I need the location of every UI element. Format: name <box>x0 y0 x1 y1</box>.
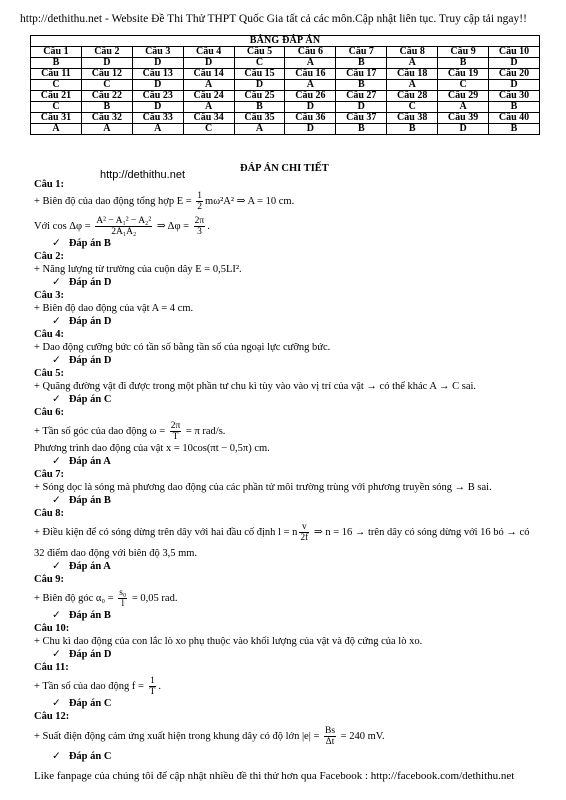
solution-line: + Năng lượng từ trường của cuộn dây E = 0,5LI². <box>34 264 242 275</box>
question-label: Câu 9: <box>34 574 65 585</box>
table-cell-answer: A <box>132 124 183 135</box>
table-cell-answer: B <box>81 102 132 113</box>
answer-line: ✓ Đáp án D <box>52 277 112 288</box>
table-cell-answer: A <box>285 80 336 91</box>
table-cell-answer: C <box>183 124 234 135</box>
table-cell-answer: D <box>183 58 234 69</box>
check-icon: ✓ <box>52 495 61 506</box>
solution-line: + Tần số của dao động f = $\frac{1}{T}$ . <box>34 676 161 697</box>
table-cell-answer: D <box>132 102 183 113</box>
table-cell-answer: D <box>285 102 336 113</box>
answer-table <box>30 35 540 135</box>
answer-line: ✓ Đáp án D <box>52 316 112 327</box>
table-row-questions <box>31 91 540 102</box>
question-label: Câu 4: <box>34 329 65 340</box>
table-cell-question: Câu 40 <box>489 113 540 124</box>
table-row-questions <box>31 47 540 58</box>
check-icon: ✓ <box>52 238 61 249</box>
check-icon: ✓ <box>52 316 61 327</box>
table-cell-question: Câu 21 <box>31 91 82 102</box>
table-cell-question: Câu 28 <box>387 91 438 102</box>
table-cell-question: Câu 19 <box>438 69 489 80</box>
check-icon: ✓ <box>52 561 61 572</box>
table-cell-question: Câu 24 <box>183 91 234 102</box>
table-cell-question: Câu 17 <box>336 69 387 80</box>
table-cell-answer: B <box>234 102 285 113</box>
table-cell-question: Câu 3 <box>132 47 183 58</box>
table-cell-question: Câu 26 <box>285 91 336 102</box>
table-cell-answer: D <box>81 58 132 69</box>
table-cell-question: Câu 8 <box>387 47 438 58</box>
table-cell-question: Câu 29 <box>438 91 489 102</box>
question-label: Câu 5: <box>34 368 65 379</box>
solution-line: + Chu kì dao động của con lắc lò xo phụ thuộc vào khối lượng của vật và độ cứng của lò xo. <box>34 636 423 647</box>
detailed-solutions <box>34 178 544 763</box>
table-cell-question: Câu 32 <box>81 113 132 124</box>
solution-line: + Biên độ của dao động tổng hợp E = $\frac{1}{2}$ mω²A² ⇒ A = 10 cm. <box>34 191 295 212</box>
check-icon: ✓ <box>52 394 61 405</box>
solution-line: + Tần số góc của dao động ω = $\frac{2\pi}{T}$ = π rad/s. <box>34 421 226 442</box>
check-icon: ✓ <box>52 355 61 366</box>
table-cell-question: Câu 18 <box>387 69 438 80</box>
table-cell-question: Câu 16 <box>285 69 336 80</box>
table-cell-question: Câu 30 <box>489 91 540 102</box>
table-cell-answer: A <box>81 124 132 135</box>
question-label: Câu 2: <box>34 251 65 262</box>
table-cell-question: Câu 31 <box>31 113 82 124</box>
table-row-answers <box>31 102 540 113</box>
table-cell-question: Câu 5 <box>234 47 285 58</box>
detail-title: ĐÁP ÁN CHI TIẾT <box>240 163 329 174</box>
question-label: Câu 11: <box>34 662 69 673</box>
table-cell-answer: A <box>387 58 438 69</box>
question-label: Câu 8: <box>34 508 65 519</box>
table-cell-answer: C <box>31 102 82 113</box>
table-cell-question: Câu 36 <box>285 113 336 124</box>
page-footer: Like fanpage của chúng tôi để cập nhật nhiều đề thi thử hơn qua Facebook : http://facebook.com/dethithu.net <box>34 770 515 782</box>
table-cell-question: Câu 20 <box>489 69 540 80</box>
solution-line: + Dao động cưỡng bức có tần số bằng tần số của ngoại lực cưỡng bức. <box>34 342 331 353</box>
table-cell-question: Câu 33 <box>132 113 183 124</box>
table-cell-question: Câu 11 <box>31 69 82 80</box>
table-cell-answer: A <box>234 124 285 135</box>
table-cell-question: Câu 39 <box>438 113 489 124</box>
table-cell-question: Câu 23 <box>132 91 183 102</box>
table-cell-answer: A <box>183 80 234 91</box>
table-cell-question: Câu 25 <box>234 91 285 102</box>
table-cell-answer: D <box>132 80 183 91</box>
question-label: Câu 7: <box>34 469 65 480</box>
table-cell-answer: D <box>132 58 183 69</box>
question-label: Câu 10: <box>34 623 70 634</box>
solution-line: + Suất điện động cảm ứng xuất hiện trong khung dây có độ lớn |e| = $\frac{Bs}{\Delta t}$ = 240 mV. <box>34 726 385 747</box>
table-cell-question: Câu 2 <box>81 47 132 58</box>
solution-line: Phương trình dao động của vật x = 10cos(πt − 0,5π) cm. <box>34 443 270 454</box>
answer-line: ✓ Đáp án C <box>52 394 112 405</box>
table-cell-answer: A <box>387 80 438 91</box>
table-cell-question: Câu 7 <box>336 47 387 58</box>
answer-line: ✓ Đáp án A <box>52 456 111 467</box>
answer-line: ✓ Đáp án C <box>52 698 112 709</box>
table-row-answers <box>31 124 540 135</box>
table-cell-answer: C <box>387 102 438 113</box>
table-cell-answer: C <box>31 80 82 91</box>
solution-line: Với cos Δφ = $\frac{\text{A² − A₁² − A₂²}}{\text{2A₁A₂}}$ ⇒ Δφ = $\frac{2\pi}{3}$ . <box>34 216 210 237</box>
table-cell-answer: A <box>438 102 489 113</box>
table-cell-question: Câu 38 <box>387 113 438 124</box>
table-cell-answer: A <box>183 102 234 113</box>
table-cell-answer: D <box>438 124 489 135</box>
solution-line: + Biên độ góc α₀ = $\frac{\text{s₀}}{l}$ = 0,05 rad. <box>34 588 178 609</box>
table-cell-answer: B <box>387 124 438 135</box>
table-cell-answer: D <box>336 102 387 113</box>
table-cell-answer: D <box>234 80 285 91</box>
table-cell-question: Câu 35 <box>234 113 285 124</box>
table-cell-question: Câu 15 <box>234 69 285 80</box>
table-row-questions <box>31 69 540 80</box>
watermark-link[interactable]: http://dethithu.net <box>100 169 186 181</box>
table-row-questions <box>31 113 540 124</box>
answer-table-title: BẢNG ĐÁP ÁN <box>31 36 540 47</box>
table-cell-answer: D <box>489 58 540 69</box>
table-cell-question: Câu 14 <box>183 69 234 80</box>
table-cell-answer: B <box>336 58 387 69</box>
answer-line: ✓ Đáp án B <box>52 495 111 506</box>
table-cell-answer: B <box>336 124 387 135</box>
table-cell-question: Câu 10 <box>489 47 540 58</box>
answer-line: ✓ Đáp án C <box>52 751 112 762</box>
page-header: http://dethithu.net - Website Đề Thi Thử THPT Quốc Gia tất cả các môn.Cập nhật liên tục. Truy cập tải ngay!! <box>20 13 527 25</box>
table-cell-answer: B <box>438 58 489 69</box>
table-cell-answer: C <box>81 80 132 91</box>
solution-line: + Điều kiện để có sóng dừng trên dây với hai đầu cố định l = n $\frac{v}{2f}$ ⇒ n = 16 → trên dây có sóng dừng với 16 bó → có <box>34 522 530 543</box>
table-cell-answer: A <box>285 58 336 69</box>
solution-line: 32 điểm dao động với biên độ 3,5 mm. <box>34 548 198 559</box>
question-label: Câu 3: <box>34 290 65 301</box>
solution-line: + Quãng đường vật đi được trong một phần tư chu kì tùy vào vào vị trí của vật → có thể khác A → C sai. <box>34 381 477 392</box>
answer-line: ✓ Đáp án B <box>52 238 111 249</box>
table-cell-question: Câu 22 <box>81 91 132 102</box>
table-cell-answer: D <box>285 124 336 135</box>
table-cell-question: Câu 12 <box>81 69 132 80</box>
check-icon: ✓ <box>52 649 61 660</box>
table-cell-question: Câu 4 <box>183 47 234 58</box>
table-cell-answer: B <box>336 80 387 91</box>
table-cell-question: Câu 34 <box>183 113 234 124</box>
table-cell-question: Câu 9 <box>438 47 489 58</box>
check-icon: ✓ <box>52 751 61 762</box>
table-cell-question: Câu 1 <box>31 47 82 58</box>
check-icon: ✓ <box>52 456 61 467</box>
table-cell-question: Câu 6 <box>285 47 336 58</box>
table-cell-question: Câu 27 <box>336 91 387 102</box>
table-cell-answer: B <box>489 102 540 113</box>
table-cell-answer: B <box>489 124 540 135</box>
question-label: Câu 6: <box>34 407 65 418</box>
table-cell-answer: C <box>438 80 489 91</box>
table-cell-answer: B <box>31 58 82 69</box>
table-cell-answer: A <box>31 124 82 135</box>
table-cell-question: Câu 13 <box>132 69 183 80</box>
table-row-answers <box>31 80 540 91</box>
table-row-answers <box>31 58 540 69</box>
question-label: Câu 1: <box>34 179 65 190</box>
solution-line: + Biên độ dao động của vật A = 4 cm. <box>34 303 194 314</box>
check-icon: ✓ <box>52 277 61 288</box>
answer-line: ✓ Đáp án D <box>52 649 112 660</box>
answer-line: ✓ Đáp án B <box>52 610 111 621</box>
solution-line: + Sóng dọc là sóng mà phương dao động của các phần tử môi trường trùng với phương truyền sóng → B sai. <box>34 482 492 493</box>
answer-line: ✓ Đáp án D <box>52 355 112 366</box>
table-cell-answer: C <box>234 58 285 69</box>
check-icon: ✓ <box>52 610 61 621</box>
table-cell-question: Câu 37 <box>336 113 387 124</box>
check-icon: ✓ <box>52 698 61 709</box>
table-cell-answer: D <box>489 80 540 91</box>
question-label: Câu 12: <box>34 711 70 722</box>
answer-line: ✓ Đáp án A <box>52 561 111 572</box>
